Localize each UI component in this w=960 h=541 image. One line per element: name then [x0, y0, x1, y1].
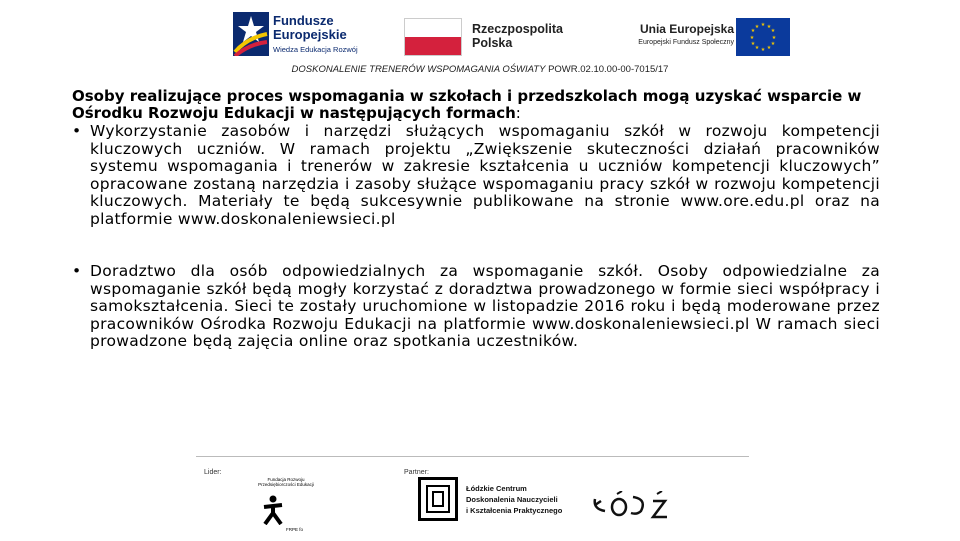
fe-line3: Wiedza Edukacja Rozwój — [273, 45, 358, 54]
fe-star-icon — [233, 12, 269, 56]
fe-line1: Fundusze — [273, 13, 334, 28]
fe-line2: Europejskie — [273, 27, 347, 42]
bullet-icon: • — [72, 122, 82, 140]
pl-line2: Polska — [472, 36, 513, 50]
polish-flag-icon — [404, 18, 462, 56]
intro-tail: : — [515, 104, 521, 122]
svg-text:★: ★ — [760, 22, 766, 28]
eu-flag-icon — [736, 18, 790, 56]
svg-text:★: ★ — [766, 45, 772, 51]
leader-name: Fundacja Rozwoju Przedsiębiorczości Edukacji — [258, 477, 314, 487]
lodz-logo — [591, 491, 671, 521]
partner-square-icon — [418, 477, 458, 521]
bullet-text: Doradztwo dla osób odpowiedzialnych za wspomaganie szkół. Osoby odpowiedzialne za wspomaganie szkół będą mogły korzystać z doradztwa prowadzonego w formie sieci współpracy i samokształcenia. Sieci te zostały uruchomione w listopadzie 2016 roku i będą moderowane przez pracowników Ośrodka Rozwoju Edukacji na platformie www.doskonaleniewsieci.pl W ramach sieci prowadzone będą zajęcia online oraz spotkania uczestników. — [90, 262, 880, 350]
partner-line1: Łódzkie Centrum — [466, 484, 527, 493]
intro-bold: Osoby realizujące proces wspomagania w szkołach i przedszkolach mogą uzyskać wsparcie w Ośrodku Rozwoju Edukacji w następujących formach — [72, 87, 862, 122]
list-item — [72, 123, 880, 228]
list-item — [72, 263, 880, 351]
partner-name — [466, 483, 562, 516]
partner-line3: i Kształcenia Praktycznego — [466, 506, 563, 515]
eu-line2: Europejski Fundusz Społeczny — [638, 39, 734, 46]
svg-text:★: ★ — [771, 35, 777, 41]
svg-text:★: ★ — [750, 41, 756, 47]
svg-text:★: ★ — [766, 24, 772, 30]
intro-heading — [72, 88, 880, 122]
pl-line1: Rzeczpospolita — [472, 22, 563, 36]
svg-text:★: ★ — [770, 28, 776, 34]
svg-text:★: ★ — [770, 41, 776, 47]
leader-sub: FRPE fo — [286, 527, 304, 532]
footer — [196, 456, 749, 541]
logo-strip — [0, 0, 960, 64]
bullet-text: Wykorzystanie zasobów i narzędzi służących wspomaganiu szkół w rozwoju kompetencji kluczowych uczniów. W ramach projektu „Zwiększenie skuteczności działań pracowników systemu wspomagania i trenerów w zakresie kształcenia u uczniów kompetencji kluczowych” opracowane zostaną narzędzia i zasoby służące wspomaganiu pracy szkół w rozwoju kompetencji kluczowych. Materiały te będą sukcesywnie publikowane na stronie www.ore.edu.pl oraz na platformie www.doskonaleniewsieci.pl — [90, 122, 880, 228]
main-content — [72, 88, 880, 351]
leader-logo — [256, 477, 316, 537]
bullet-list — [72, 123, 880, 351]
partner-line2: Doskonalenia Nauczycieli — [466, 495, 558, 504]
svg-text:★: ★ — [750, 28, 756, 34]
walking-figure-icon — [260, 495, 286, 525]
svg-text:★: ★ — [754, 24, 760, 30]
svg-text:★: ★ — [749, 35, 755, 41]
svg-text:★: ★ — [760, 47, 766, 53]
bullet-icon: • — [72, 262, 82, 280]
project-name: DOSKONALENIE TRENERÓW WSPOMAGANIA OŚWIATY — [291, 64, 546, 75]
project-line — [0, 64, 960, 75]
fundusze-europejskie-logo — [233, 12, 373, 58]
rzeczpospolita-logo — [404, 18, 580, 58]
leader-label: Lider: — [204, 469, 222, 476]
eu-logo — [600, 18, 790, 58]
svg-text:★: ★ — [754, 45, 760, 51]
project-code: POWR.02.10.00-00-7015/17 — [548, 64, 669, 75]
partner-label: Partner: — [404, 469, 429, 476]
eu-line1: Unia Europejska — [639, 22, 734, 36]
